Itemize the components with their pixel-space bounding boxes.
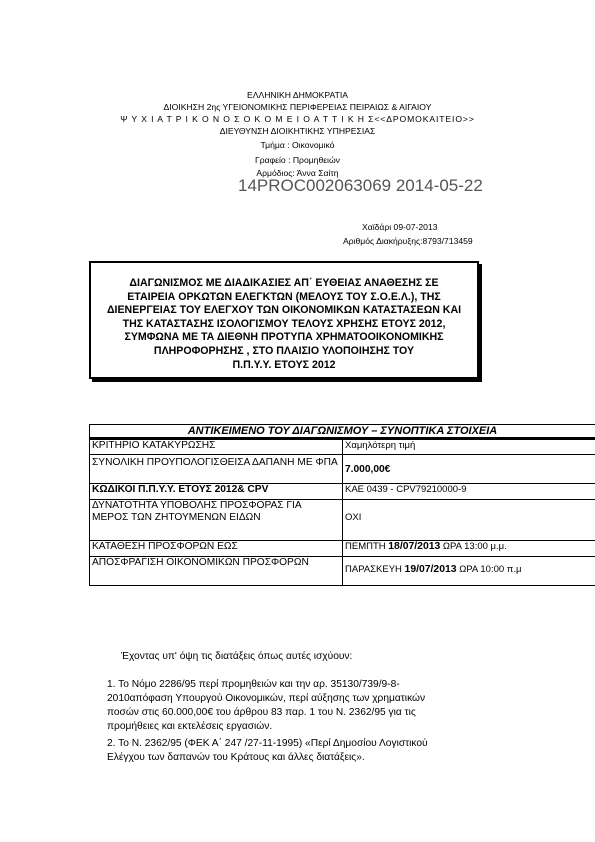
award-criterion-value: Χαμηλότερη τιμή [343, 440, 595, 455]
opening-time: ΩΡΑ 10:00 π.μ [456, 564, 522, 575]
partial-offer-value: ΟΧΙ [343, 500, 595, 541]
paragraph-2-line-1: 2. Το Ν. 2362/95 (ΦΕΚ Α΄ 247 /27-11-1995) «Περί Δημοσίου Λογιστικού [107, 738, 428, 749]
opening-day: ΠΑΡΑΣΚΕΥΗ [345, 564, 405, 575]
partial-offer-label: ΔΥΝΑΤΟΤΗΤΑ ΥΠΟΒΟΛΗΣ ΠΡΟΣΦΟΡΑΣ ΓΙΑ ΜΕΡΟΣ ΤΩΝ ΖΗΤΟΥΜΕΝΩΝ ΕΙΔΩΝ [90, 500, 343, 541]
paragraph-1-line-2: 2010απόφαση Υπουργού Οικονομικών, περί αύξησης των χρηματικών [107, 693, 426, 704]
header-hospital: Ψ Υ Χ Ι Α Τ Ρ Ι Κ Ο Ν Ο Σ Ο Κ Ο Μ Ε Ι Ο Α Τ Τ Ι Κ Η Σ<<ΔΡΟΜΟΚΑΙΤΕΙΟ>> [120, 114, 475, 124]
budget-label: ΣΥΝΟΛΙΚΗ ΠΡΟΥΠΟΛΟΓΙΣΘΕΙΣΑ ΔΑΠΑΝΗ ΜΕ ΦΠΑ [90, 455, 343, 484]
award-criterion-label: ΚΡΙΤΗΡΙΟ ΚΑΤΑΚΥΡΩΣΗΣ [90, 440, 343, 455]
document-stamp-id: 14PROC002063069 2014-05-22 [238, 176, 483, 195]
codes-label: ΚΩΔΙΚΟΙ Π.Π.Υ.Υ. ΕΤΟΥΣ 2012& CPV [90, 484, 343, 500]
submission-time: ΩΡΑ 13:00 μ.μ. [440, 541, 507, 552]
codes-value: ΚΑΕ 0439 - CPV79210000-9 [343, 484, 595, 500]
header-responsible: Αρμόδιος: Άννα Σαίτη [256, 168, 339, 178]
opening-date: 19/07/2013 [404, 564, 457, 575]
submission-deadline-label: ΚΑΤΑΘΕΣΗ ΠΡΟΣΦΟΡΩΝ ΕΩΣ [90, 541, 343, 557]
header-office: Γραφείο : Προμηθειών [255, 155, 340, 165]
table-row [90, 484, 595, 500]
header-department: Τμήμα : Οικονομικό [260, 140, 335, 150]
table-row [90, 440, 595, 455]
submission-date: 18/07/2013 [388, 541, 441, 552]
submission-day: ΠΕΜΠΤΗ [345, 541, 389, 552]
table-row [90, 557, 595, 586]
reference-number: Αριθμός Διακήρυξης:8793/713459 [343, 236, 473, 246]
opening-value [343, 557, 595, 586]
table-row [90, 541, 595, 557]
paragraph-1-line-3: ποσών στις 60.000,00€ του άρθρου 83 παρ. 1 του Ν. 2362/95 για τις [107, 707, 416, 718]
table-title: ΑΝΤΙΚΕΙΜΕΝΟ ΤΟΥ ΔΙΑΓΩΝΙΣΜΟΥ – ΣΥΝΟΠΤΙΚΑ ΣΤΟΙΧΕΙΑ [90, 425, 595, 440]
table-row [90, 455, 595, 484]
paragraph-2-line-2: Ελέγχου των δαπανών του Κράτους και άλλες διατάξεις». [107, 752, 365, 763]
intro-text: Έχοντας υπ' όψη τις διατάξεις όπως αυτές ισχύουν: [121, 651, 353, 662]
subject-text: ΔΙΑΓΩΝΙΣΜΟΣ ΜΕ ΔΙΑΔΙΚΑΣΙΕΣ ΑΠ΄ ΕΥΘΕΙΑΣ ΑΝΑΘΕΣΗΣ ΣΕ ΕΤΑΙΡΕΙΑ ΟΡΚΩΤΩΝ ΕΛΕΓΚΤΩΝ (ΜΕΛΟΥΣ ΤΟΥ Σ.Ο.Ε.Λ.), ΤΗΣ ΔΙΕΝΕΡΓΕΙΑΣ ΤΟΥ ΕΛΕΓΧΟΥ ΤΩΝ ΟΙΚΟΝΟΜΙΚΩΝ ΚΑΤΑΣΤΑΣΕΩΝ ΚΑΙ ΤΗΣ ΚΑΤΑΣΤΑΣΗΣ ΙΣΟΛΟΓΙΣΜΟΥ ΤΕΛΟΥΣ ΧΡΗΣΗΣ ΕΤΟΥΣ 2012, ΣΥΜΦΩΝΑ ΜΕ ΤΑ ΔΙΕΘΝΗ ΠΡΟΤΥΠΑ ΧΡΗΜΑΤΟΟΙΚΟΝΟΜΙΚΗΣ ΠΛΗΡΟΦΟΡΗΣΗΣ , ΣΤΟ ΠΛΑΙΣΙΟ ΥΛΟΠΟΙΗΣΗΣ ΤΟΥ Π.Π.Υ.Υ. ΕΤΟΥΣ 2012 [106, 277, 462, 371]
paragraph-1-line-4: προμήθειες και εκτελέσεις εργασιών. [107, 721, 273, 732]
opening-label: ΑΠΟΣΦΡΑΓΙΣΗ ΟΙΚΟΝΟΜΙΚΩΝ ΠΡΟΣΦΟΡΩΝ [90, 557, 343, 586]
header-country: ΕΛΛΗΝΙΚΗ ΔΗΜΟΚΡΑΤΙΑ [247, 90, 348, 100]
table-title-row [90, 425, 595, 440]
summary-table [89, 424, 595, 586]
header-directorate: ΔΙΕΥΘΥΝΣΗ ΔΙΟΙΚΗΤΙΚΗΣ ΥΠΗΡΕΣΙΑΣ [219, 126, 376, 136]
table-row [90, 500, 595, 541]
header-authority: ΔΙΟΙΚΗΣΗ 2ης ΥΓΕΙΟΝΟΜΙΚΗΣ ΠΕΡΙΦΕΡΕΙΑΣ ΠΕΙΡΑΙΩΣ & ΑΙΓΑΙΟΥ [163, 102, 432, 112]
budget-value: 7.000,00€ [343, 455, 595, 484]
paragraph-1-line-1: 1. Το Νόμο 2286/95 περί προμηθειών και την αρ. 35130/739/9-8- [107, 679, 400, 690]
submission-deadline-value [343, 541, 595, 557]
date-place: Χαϊδάρι 09-07-2013 [362, 222, 438, 232]
subject-box [89, 261, 479, 379]
